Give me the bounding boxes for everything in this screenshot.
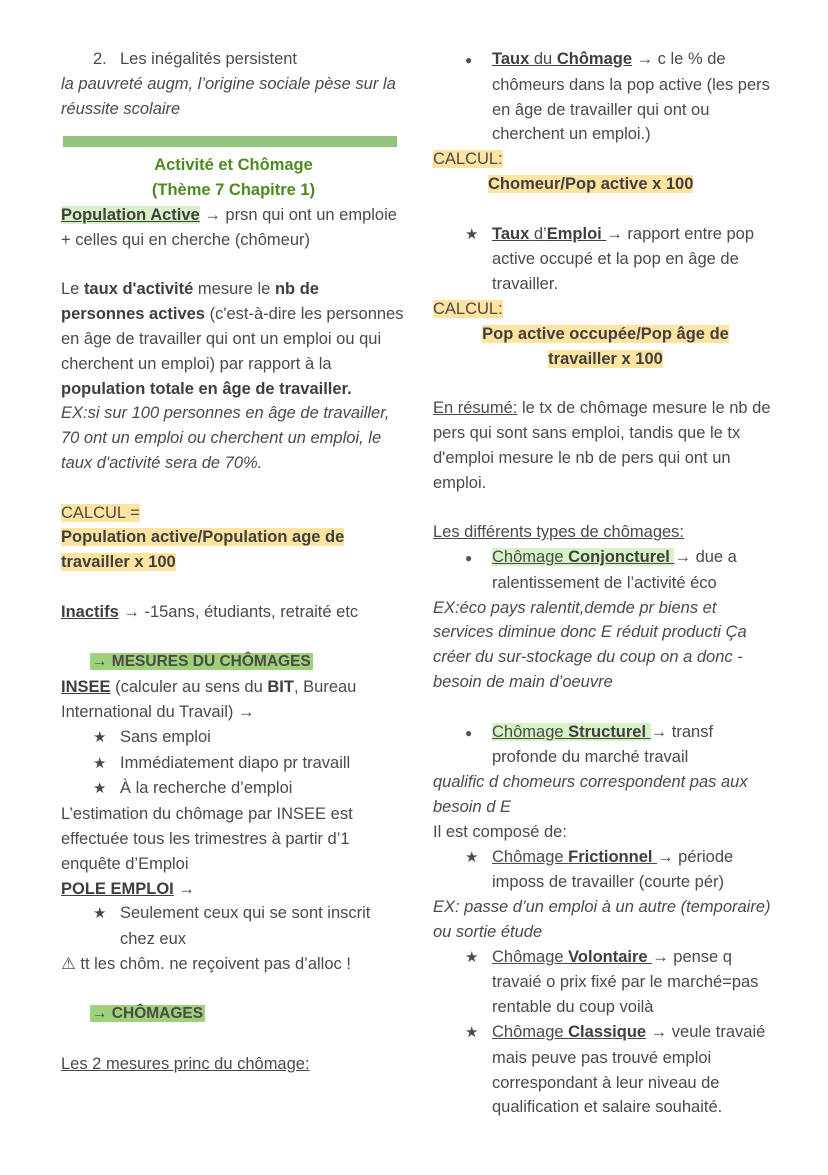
warning-text: ⚠ tt les chôm. ne reçoivent pas d’alloc ! xyxy=(61,954,351,973)
chomage-classique-item xyxy=(433,1020,778,1120)
list-item-label: Seulement ceux qui se sont inscrit chez eux xyxy=(120,904,371,949)
insee-list-item xyxy=(61,725,406,751)
calcul-formula-text: Pop active occupée/Pop âge de xyxy=(482,324,729,343)
star-icon: ★ xyxy=(93,728,107,746)
text-run: (calculer au sens du xyxy=(110,678,268,697)
types-heading: Les différents types de chômages: xyxy=(433,523,685,542)
text-run: mesure le xyxy=(193,280,275,299)
chomage-structurel-item xyxy=(433,720,778,771)
example-text: qualific d chomeurs correspondent pas aux besoin d E xyxy=(433,773,748,816)
term-run: Taux xyxy=(492,50,530,68)
term-run: Chômage xyxy=(492,847,569,866)
mesures-princ-heading: Les 2 mesures princ du chômage: xyxy=(61,1055,310,1074)
star-icon: ★ xyxy=(465,225,479,243)
resume-text: le tx de chômage mesure le nb de pers qui sont sans emploi, tandis que le tx d'emploi mesure le nb de pers qui ont un emploi. xyxy=(433,399,771,492)
pole-emploi-definition xyxy=(61,877,406,902)
chomages-heading xyxy=(61,1001,406,1027)
bold-run: nb de personnes actives xyxy=(61,280,319,324)
taux-emploi-item xyxy=(433,222,778,297)
star-icon: ★ xyxy=(93,780,107,798)
calcul-formula xyxy=(433,322,778,347)
section-title: Activité et Chômage xyxy=(154,156,313,175)
insee-list-item xyxy=(61,751,406,777)
list-item-label: À la recherche d’emploi xyxy=(120,779,293,798)
pop-active-text: → prsn qui ont un emploie + celles qui en cherche (chômeur) xyxy=(61,205,397,249)
list-item-inegalites xyxy=(61,47,406,72)
bit-term: BIT xyxy=(267,678,294,697)
mesures-heading-text: → MESURES DU CHÔMAGES xyxy=(92,653,311,671)
bullet-icon: ● xyxy=(465,550,473,565)
star-icon: ★ xyxy=(465,948,479,966)
left-column xyxy=(61,47,406,1077)
taux-activite-paragraph xyxy=(61,277,406,401)
pop-active-definition xyxy=(61,203,406,253)
example-text: EX: passe d’un emploi à un autre (temporaire) ou sortie étude xyxy=(433,898,771,941)
term-run: Taux xyxy=(492,224,530,243)
definition-text: → rapport entre pop active occupé et la pop en âge de travailler. xyxy=(492,224,754,294)
term-run: Chômage xyxy=(492,547,569,566)
star-icon: ★ xyxy=(93,754,107,772)
insee-term: INSEE xyxy=(61,678,111,697)
term-run: Chômage xyxy=(492,947,569,966)
bold-run: taux d'activité xyxy=(83,280,194,299)
text-run: Le xyxy=(61,280,84,299)
pop-active-term: Population Active xyxy=(61,205,200,224)
right-column xyxy=(433,47,778,1120)
definition-text: → due a ralentissement de l’activité éco xyxy=(492,547,737,592)
pole-list-item xyxy=(61,901,406,952)
chomages-heading-text: → CHÔMAGES xyxy=(92,1005,204,1023)
term-run: Chômage xyxy=(492,722,569,741)
definition-text: → c le % de chômeurs dans la pop active (les pers en âge de travailler qui ont ou cherchent un emploi.) xyxy=(492,50,770,144)
term-run: Structurel xyxy=(568,722,651,741)
term-run: du xyxy=(529,50,557,68)
star-icon: ★ xyxy=(465,1024,479,1042)
star-icon: ★ xyxy=(93,905,107,923)
intro-text: la pauvreté augm, l’origine sociale pèse sur la réussite scolaire xyxy=(61,74,396,118)
text-run: , Bureau International du Travail) → xyxy=(61,678,357,721)
example-text: EX:si sur 100 personnes en âge de travailler, 70 ont un emploi ou cherchent un emploi, le taux d'activité sera de 70%. xyxy=(61,404,390,472)
estimation-text: L’estimation du chômage par INSEE est effectuée tous les trimestres à partir d’1 enquête d’Emploi xyxy=(61,805,353,873)
calcul-formula-text: Population active/Population age de travailler x 100 xyxy=(61,528,345,572)
star-icon: ★ xyxy=(465,848,479,866)
resume-term: En résumé: xyxy=(433,399,518,418)
term-run: Emploi xyxy=(546,224,607,243)
list-item-label: Sans emploi xyxy=(120,727,211,746)
insee-list-item xyxy=(61,776,406,802)
inactifs-term: Inactifs xyxy=(61,602,119,621)
calcul-formula-text: Chomeur/Pop active x 100 xyxy=(488,174,694,193)
text-run: (c'est-à-dire les personnes en âge de travailler qui ont un emploi ou qui cherchent un emploi) par rapport à la xyxy=(61,305,404,373)
chomage-frictionnel-item xyxy=(433,845,778,896)
resume-paragraph xyxy=(433,396,778,495)
calcul-label-text: CALCUL: xyxy=(433,150,503,169)
term-run: Classique xyxy=(568,1023,647,1042)
section-divider-bar xyxy=(63,136,397,147)
section-subtitle: (Thème 7 Chapitre 1) xyxy=(151,181,316,200)
calcul-label xyxy=(433,147,778,172)
example-text: EX:éco pays ralentit,demde pr biens et services diminue donc E réduit producti Ça créer du sur-stockage du coup on a donc - besoin de main d’oeuvre xyxy=(433,598,747,691)
term-run: Frictionnel xyxy=(568,847,658,866)
term-run: Volontaire xyxy=(568,947,653,966)
calcul-formula xyxy=(61,525,406,575)
pole-emploi-term: POLE EMPLOI xyxy=(61,879,174,898)
term-run: d’ xyxy=(529,224,547,243)
definition-text: → veule travaié mais peuve pas trouvé emploi correspondant à leur niveau de qualification et salaire souhaité. xyxy=(492,1023,766,1117)
inactifs-text: → -15ans, étudiants, retraité etc xyxy=(118,602,359,621)
text-run: → xyxy=(173,879,195,898)
chomage-volontaire-item xyxy=(433,945,778,1020)
term-run: Chômage xyxy=(556,50,633,68)
list-item-label: Immédiatement diapo pr travaill xyxy=(120,753,351,772)
list-item-label: Les inégalités persistent xyxy=(120,50,298,68)
definition-text: → transf profonde du marché travail xyxy=(492,722,714,767)
insee-definition xyxy=(61,675,406,725)
calcul-label xyxy=(433,297,778,322)
bullet-icon: ● xyxy=(465,725,473,740)
taux-chomage-item xyxy=(433,47,778,147)
calcul-label-text: CALCUL = xyxy=(61,503,140,522)
inactifs-definition xyxy=(61,600,406,625)
definition-text: → pense q travaié o prix fixé par le marché=pas rentable du coup voilà xyxy=(492,947,759,1017)
term-run: Chômage xyxy=(492,1023,569,1042)
definition-text: → période imposs de travailler (courte pér) xyxy=(492,847,734,892)
compose-text: Il est composé de: xyxy=(433,822,567,841)
chomage-conjoncturel-item xyxy=(433,545,778,596)
bullet-icon: ● xyxy=(465,53,473,67)
calcul-label xyxy=(61,501,406,526)
term-run: Conjoncturel xyxy=(568,547,675,566)
calcul-formula xyxy=(433,347,778,372)
bold-run: population totale en âge de travailler. xyxy=(61,379,352,398)
calcul-formula xyxy=(433,172,778,197)
mesures-heading xyxy=(61,649,406,675)
calcul-formula-text: travailler x 100 xyxy=(548,349,663,368)
calcul-label-text: CALCUL: xyxy=(433,299,503,318)
list-number: 2. xyxy=(93,50,107,68)
